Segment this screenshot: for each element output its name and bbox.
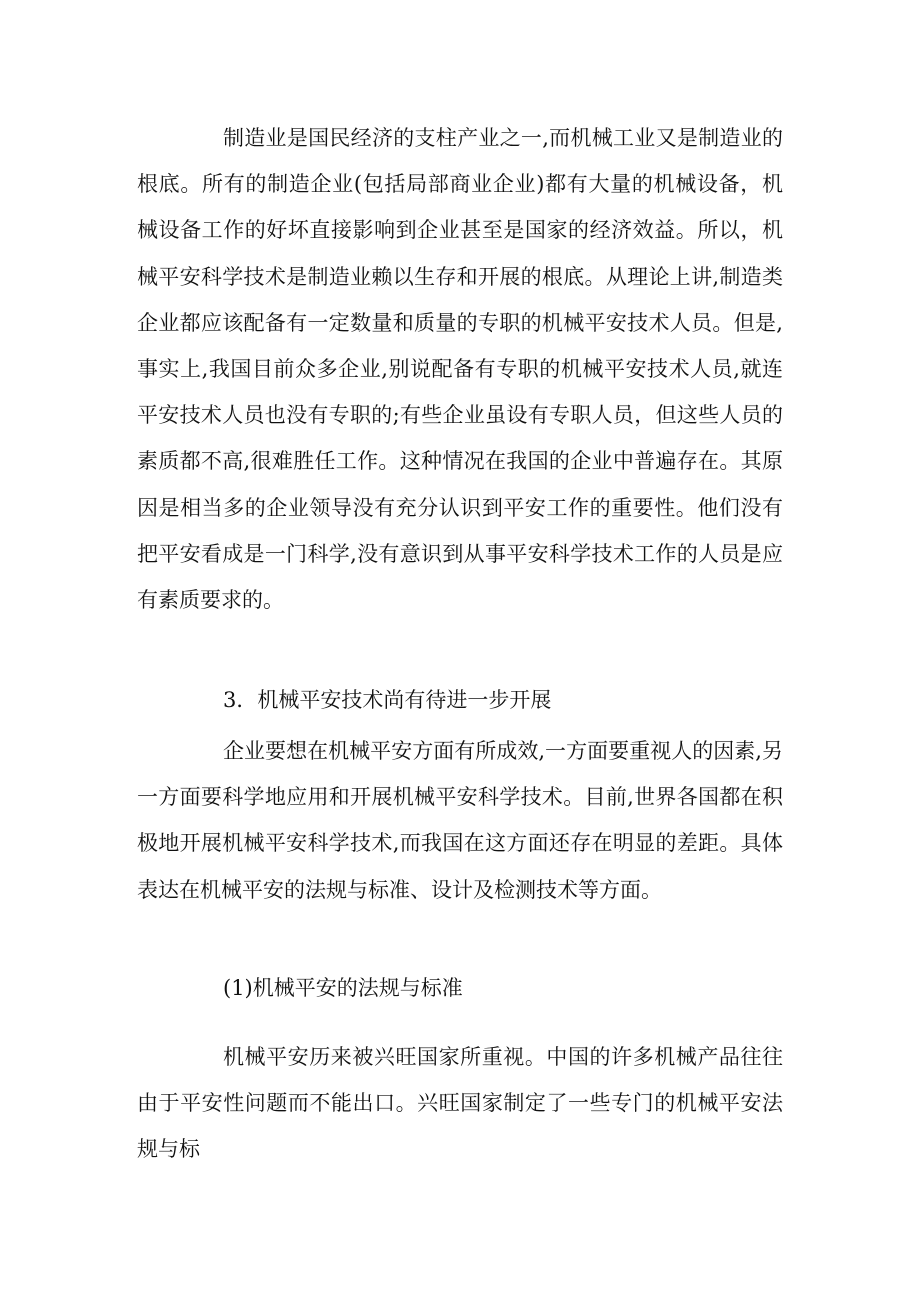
paragraph-safety-technology-development: 企业要想在机械平安方面有所成效,一方面要重视人的因素,另一方面要科学地应用和开展机械平安科学技术。目前,世界各国都在积极地开展机械平安科学技术,而我国在这方面还存在明显的差距。具体表达在机械平安的法规与标准、设计及检测技术等方面。 [137, 739, 783, 902]
section-heading-3: 3．机械平安技术尚有待进一步开展 [223, 688, 552, 712]
paragraph-manufacturing-foundation: 制造业是国民经济的支柱产业之一,而机械工业又是制造业的根底。所有的制造企业(包括局部商业企业)都有大量的机械设备，机械设备工作的好坏直接影响到企业甚至是国家的经济效益。所以，机械平安科学技术是制造业赖以生存和开展的根底。从理论上讲,制造类企业都应该配备有一定数量和质量的专职的机械平安技术人员。但是,事实上,我国目前众多企业,别说配备有专职的机械平安技术人员,就连平安技术人员也没有专职的;有些企业虽设有专职人员，但这些人员的素质都不高,很难胜任工作。这种情况在我国的企业中普遍存在。其原因是相当多的企业领导没有充分认识到平安工作的重要性。他们没有把平安看成是一门科学,没有意识到从事平安科学技术工作的人员是应有素质要求的。 [137, 126, 783, 613]
paragraph-regulations-and-standards: 机械平安历来被兴旺国家所重视。中国的许多机械产品往往由于平安性问题而不能出口。兴旺国家制定了一些专门的机械平安法规与标 [137, 1045, 783, 1162]
subsection-heading-1: (1)机械平安的法规与标准 [223, 976, 463, 1000]
